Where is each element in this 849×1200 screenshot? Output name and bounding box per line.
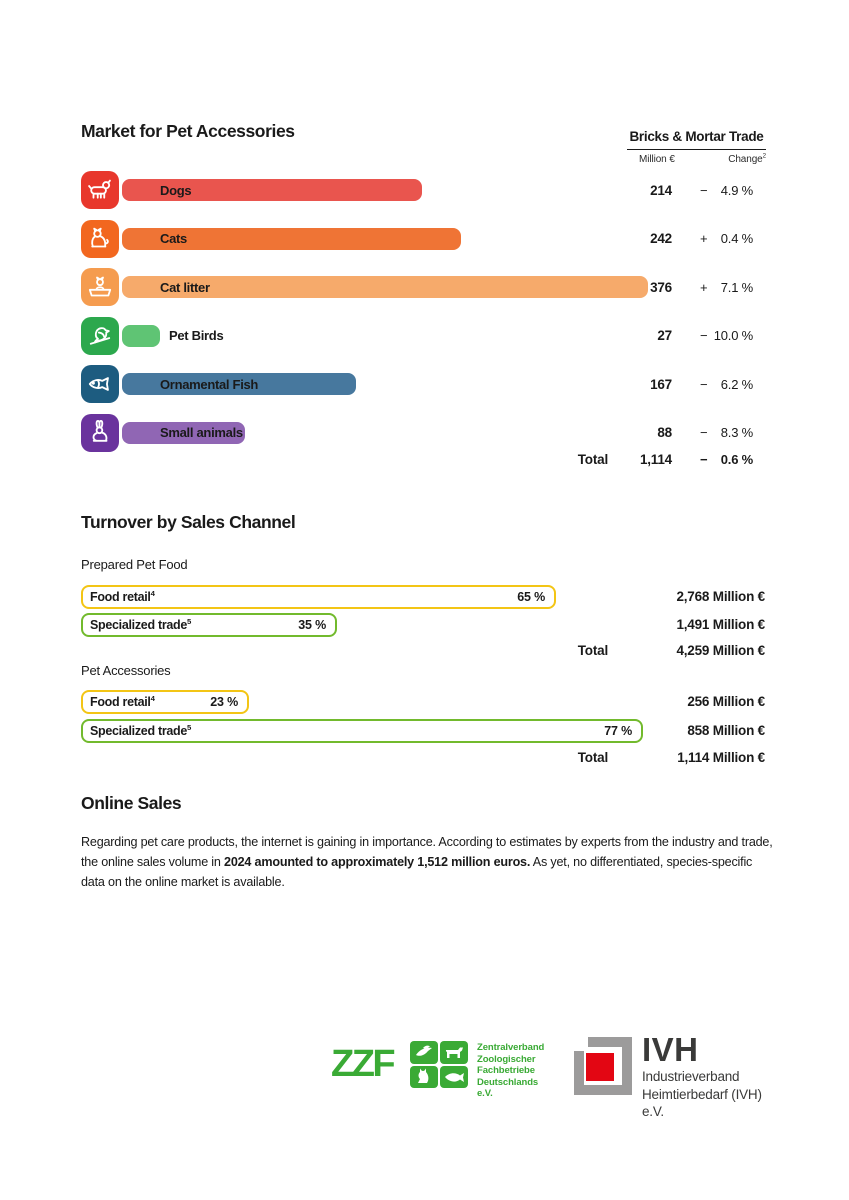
- dogs-change-sign: −: [700, 182, 708, 198]
- specialized-trade-label: Specialized trade$^5$: [90, 616, 192, 632]
- prepared-food-total-amount: 4,259 Million €: [676, 643, 765, 658]
- food-retail-pct: 65 %: [517, 589, 545, 604]
- ivh-org-name: Industrieverband Heimtierbedarf (IVH) e.V.: [642, 1069, 762, 1119]
- ornamental-fish-value: 167: [650, 376, 672, 392]
- column-headers: [627, 150, 766, 165]
- cat-litter-change-sign: +: [700, 279, 708, 295]
- rabbit-icon: [81, 414, 119, 452]
- bird-icon: [81, 317, 119, 355]
- pet-birds-change: 10.0 %: [713, 328, 753, 343]
- channel-row-specialized-acc: [81, 719, 765, 743]
- small-animals-change-sign: −: [700, 425, 708, 440]
- dogs-label: Dogs: [160, 182, 192, 198]
- market-total-change: 0.6 %: [720, 452, 753, 467]
- pet-accessories-total: [81, 750, 765, 770]
- pet-birds-value: 27: [657, 328, 672, 343]
- zzf-bird-tile: [410, 1041, 438, 1064]
- online-title: Online Sales: [81, 793, 182, 813]
- dogs-value: 214: [650, 182, 672, 198]
- ornamental-fish-change: 6.2 %: [720, 376, 753, 392]
- market-row-pet-birds: [81, 312, 765, 361]
- cat-litter-icon: [81, 268, 119, 306]
- market-row-small-animals: [81, 409, 765, 458]
- cat-litter-label: Cat litter: [160, 279, 210, 295]
- zzf-wordmark: ZZF: [331, 1043, 394, 1085]
- group-prepared-pet-food: Prepared Pet Food: [81, 557, 188, 572]
- online-paragraph: Regarding pet care products, the internet is gaining in importance. According to estimates by experts from the industry and trade, the online sales volume in 2024 amounted to approximately 1,512 million euros. As yet, no differentiated, species-specific data on the online market is available.: [81, 835, 773, 889]
- cats-change: 0.4 %: [720, 231, 753, 246]
- pet-accessories-total-amount: 1,114 Million €: [677, 750, 765, 765]
- market-total-change-sign: −: [700, 452, 708, 467]
- prepared-food-total: [81, 643, 765, 663]
- food-retail-label: Food retail$^4$: [90, 693, 155, 709]
- specialized-trade-amount: 1,491 Million €: [676, 617, 765, 632]
- zzf-org-name: Zentralverband Zoologischer Fachbetriebe Deutschlands e.V.: [477, 1042, 545, 1100]
- market-row-dogs: [81, 166, 765, 215]
- pet-birds-bar: [122, 325, 160, 347]
- specialized-trade-bar: [81, 719, 643, 743]
- small-animals-change: 8.3 %: [720, 425, 753, 440]
- dog-icon: [81, 171, 119, 209]
- food-retail-label: Food retail$^4$: [90, 588, 155, 604]
- pet-birds-change-sign: −: [700, 328, 708, 343]
- specialized-trade-pct: 77 %: [604, 723, 632, 738]
- cats-value: 242: [650, 231, 672, 246]
- channel-row-specialized-food: [81, 613, 765, 637]
- food-retail-pct: 23 %: [210, 694, 238, 709]
- food-retail-bar: [81, 690, 249, 714]
- market-total-label: Total: [577, 452, 608, 467]
- column-change: Change$^2$: [728, 152, 766, 165]
- food-retail-amount: 2,768 Million €: [676, 589, 765, 604]
- ivh-mark: [574, 1037, 632, 1095]
- ivh-wordmark: IVH: [642, 1031, 699, 1068]
- cats-label: Cats: [160, 231, 187, 246]
- channel-row-food-retail-acc: [81, 690, 765, 714]
- market-total-value: 1,114: [639, 452, 672, 467]
- channels-title: Turnover by Sales Channel: [81, 512, 296, 532]
- pet-accessories-total-label: Total: [577, 750, 608, 765]
- bricks-mortar-title: Bricks & Mortar Trade: [627, 129, 766, 150]
- small-animals-label: Small animals: [160, 425, 243, 440]
- bricks-mortar-header: [627, 129, 766, 165]
- fish-icon: [81, 365, 119, 403]
- ornamental-fish-change-sign: −: [700, 376, 708, 392]
- channel-row-food-retail-food: [81, 585, 765, 609]
- ivh-logo: [574, 1031, 774, 1119]
- pet-birds-label: Pet Birds: [169, 328, 224, 343]
- ornamental-fish-label: Ornamental Fish: [160, 376, 259, 392]
- market-row-ornamental-fish: [81, 360, 765, 409]
- cat-litter-change: 7.1 %: [720, 279, 753, 295]
- specialized-trade-amount: 858 Million €: [687, 723, 765, 738]
- market-title: Market for Pet Accessories: [81, 121, 295, 141]
- zzf-logo: [331, 1040, 556, 1100]
- zzf-dog-tile: [440, 1041, 468, 1064]
- column-million: Million €: [639, 154, 675, 165]
- food-retail-amount: 256 Million €: [687, 694, 765, 709]
- small-animals-value: 88: [657, 425, 672, 440]
- ivh-red-square: [586, 1053, 614, 1081]
- cats-change-sign: +: [700, 231, 708, 246]
- food-retail-bar: [81, 585, 556, 609]
- market-row-cat-litter: [81, 263, 765, 312]
- cat-icon: [81, 220, 119, 258]
- market-total-row: [81, 452, 765, 472]
- zzf-cat-tile: [410, 1066, 438, 1089]
- group-pet-accessories: Pet Accessories: [81, 663, 171, 678]
- cat-litter-value: 376: [650, 279, 672, 295]
- specialized-trade-bar: [81, 613, 337, 637]
- market-rows: [81, 166, 765, 457]
- zzf-animal-tiles: [410, 1041, 468, 1088]
- dogs-change: 4.9 %: [720, 182, 753, 198]
- specialized-trade-pct: 35 %: [298, 617, 326, 632]
- zzf-fish-tile: [440, 1066, 468, 1089]
- market-row-cats: [81, 215, 765, 264]
- specialized-trade-label: Specialized trade$^5$: [90, 722, 192, 738]
- prepared-food-total-label: Total: [577, 643, 608, 658]
